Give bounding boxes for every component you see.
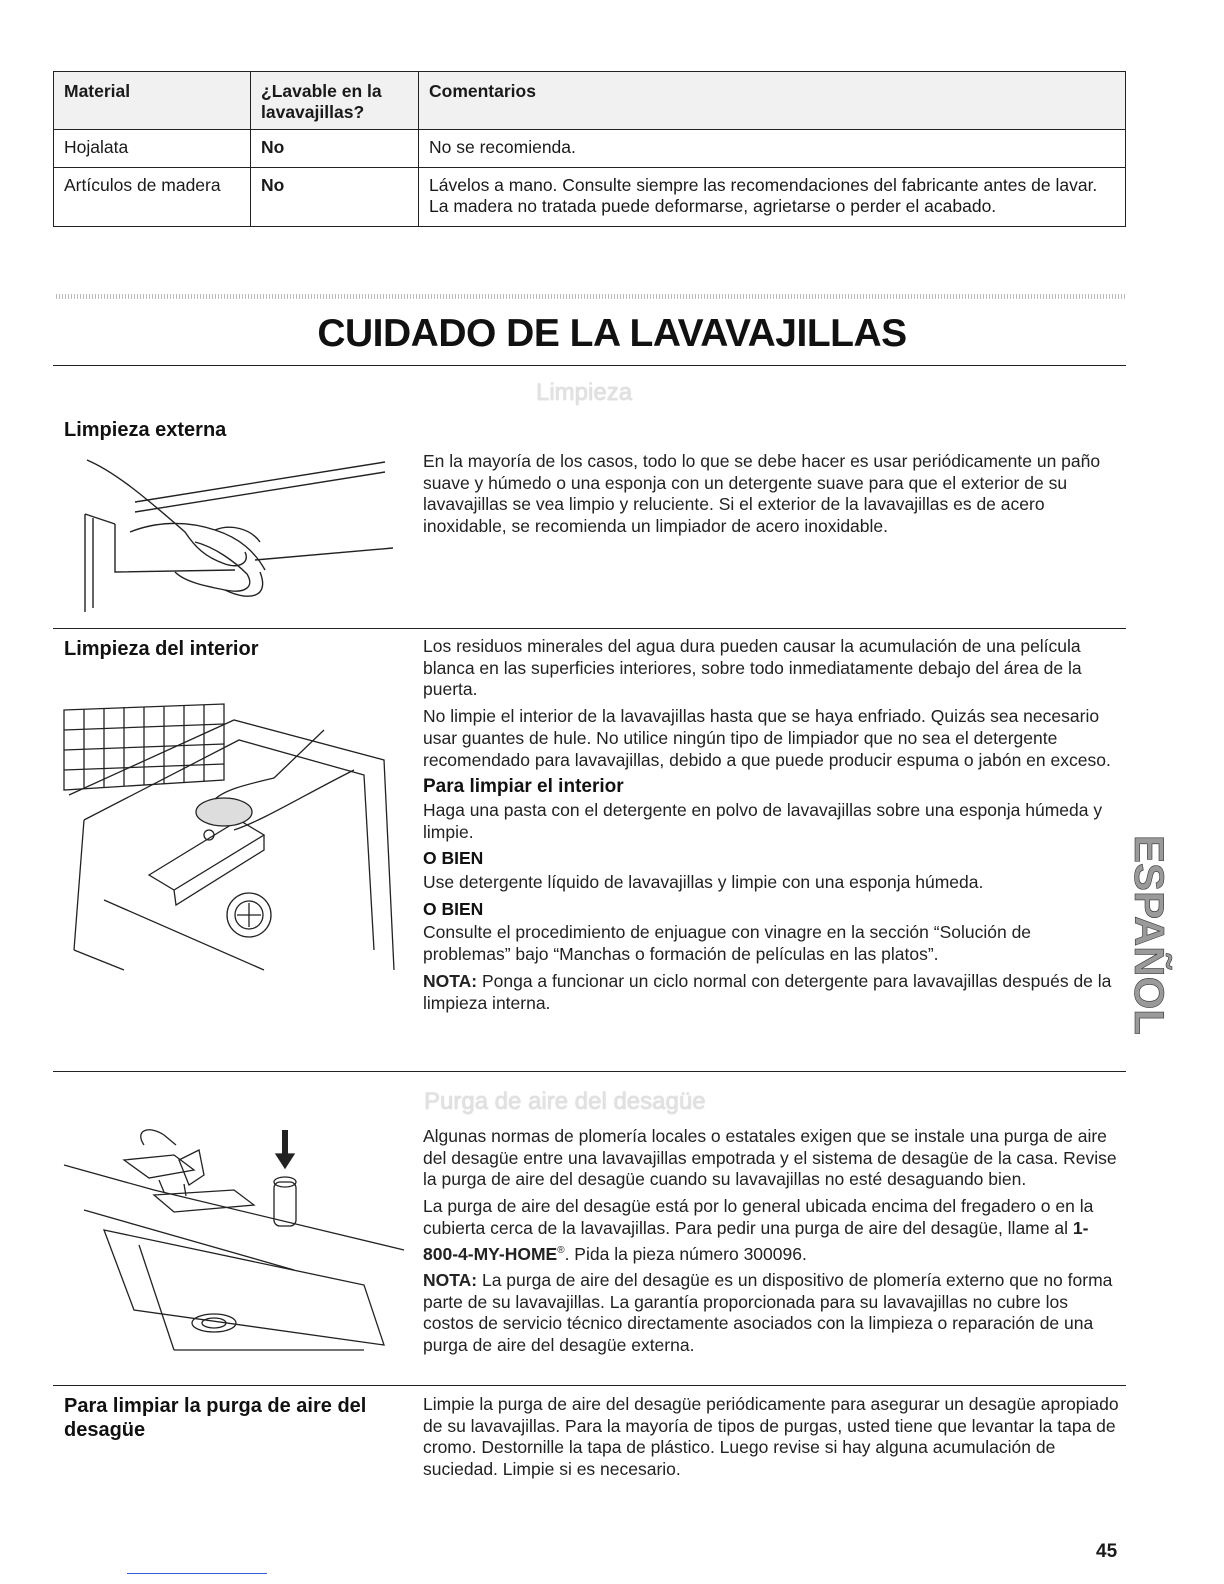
note-label: NOTA: — [423, 1270, 478, 1291]
divider — [53, 628, 1126, 629]
cell-material: Hojalata — [54, 130, 251, 168]
cell-washable: No — [251, 130, 419, 168]
section-heading-cleaning: Limpieza — [536, 379, 633, 406]
air-gap-cleaning-label: Para limpiar la purga de aire del desagüe — [64, 1395, 367, 1441]
external-cleaning-paragraph: En la mayoría de los casos, todo lo que se debe hacer es usar periódicamente un paño suave y húmedo o una esponja con un detergente suave para que el exterior de su lavavajillas se vea limpio y reluciente. Si el exterior de la lavavajillas es de acero inoxidable, se recomienda un limpiador de acero inoxidable. — [423, 451, 1101, 537]
table-header-row — [54, 72, 1126, 130]
interior-paragraph: Haga una pasta con el detergente en polvo de lavavajillas sobre una esponja húmeda y limpie. — [423, 799, 1103, 842]
table-row — [54, 168, 1126, 227]
interior-paragraph: Consulte el procedimiento de enjuague con vinagre en la sección “Solución de problemas” bajo “Manchas o formación de películas en las platos”. — [423, 922, 1032, 965]
wiping-exterior-illustration — [75, 452, 405, 612]
divider — [53, 1071, 1126, 1072]
external-cleaning-label: Limpieza externa — [64, 419, 227, 441]
or-label: O BIEN — [423, 848, 484, 869]
page-title: CUIDADO DE LA LAVAVAJILLAS — [317, 312, 907, 355]
interior-cleaning-text — [423, 636, 1123, 1019]
registered-mark: ® — [557, 1244, 565, 1256]
language-tab-text: ESPAÑOL — [1125, 835, 1173, 1035]
air-gap-text-part: La purga de aire del desagüe está por lo general ubicada encima del fregadero o en la cubierta cerca de la lavavajillas. Para pedir una purga de aire del desagüe, llame al — [423, 1196, 1094, 1238]
footer-line — [127, 1573, 267, 1574]
header-material: Material — [54, 72, 251, 130]
interior-cleaning-illustration — [64, 700, 404, 975]
interior-note — [423, 971, 1123, 1014]
header-washable: ¿Lavable en la lavavajillas? — [251, 72, 419, 130]
note-text: La purga de aire del desagüe es un dispositivo de plomería externo que no forma parte de su lavavajillas. La garantía proporcionada para su lavavajillas no cubre los costos de servicio técnico directamente asociados con la limpieza o reparación de una purga de aire del desagüe externa. — [423, 1270, 1113, 1356]
cell-comment: Lávelos a mano. Consulte siempre las recomendaciones del fabricante antes de lavar. La madera no tratada puede deformarse, agrietarse o perder el acabado. — [419, 168, 1126, 227]
air-gap-note — [423, 1270, 1123, 1357]
section-divider — [56, 294, 1126, 299]
note-label: NOTA: — [423, 970, 478, 991]
table-row — [54, 130, 1126, 168]
air-gap-text — [423, 1126, 1123, 1362]
interior-paragraph: No limpie el interior de la lavavajillas hasta que se haya enfriado. Quizás sea necesario usar guantes de hule. No utilice ningún tipo de limpiador que no sea el detergente recomendado para lavavajillas, debido a que puede producir espuma o jabón en exceso. — [423, 706, 1111, 770]
cell-comment: No se recomienda. — [419, 130, 1126, 168]
page-number: 45 — [1096, 1541, 1118, 1562]
cell-material: Artículos de madera — [54, 168, 251, 227]
interior-paragraph: Use detergente líquido de lavavajillas y limpie con una esponja húmeda. — [423, 872, 984, 893]
language-tab — [1125, 800, 1173, 1070]
or-label: O BIEN — [423, 898, 484, 919]
air-gap-paragraph — [423, 1196, 1123, 1265]
cell-washable: No — [251, 168, 419, 227]
section-heading-air-gap: Purga de aire del desagüe — [424, 1088, 706, 1115]
phone-number: 1-800-4-MY-HOME — [423, 1217, 1089, 1264]
air-gap-paragraph: Algunas normas de plomería locales o estatales exigen que se instale una purga de aire del desagüe entre una lavavajillas empotrada y el sistema de desagüe de la casa. Revise la purga de aire del desagüe cuando su lavavajillas no esté desaguando bien. — [423, 1126, 1117, 1190]
interior-subheading: Para limpiar el interior — [423, 776, 624, 798]
materials-table — [53, 71, 1126, 227]
air-gap-cleaning-paragraph: Limpie la purga de aire del desagüe periódicamente para asegurar un desagüe apropiado de su lavavajillas. Para la mayoría de tipos de purgas, usted tiene que levantar la tapa de cromo. Destornille la tapa de plástico. Luego revise si hay alguna acumulación de suciedad. Limpie si es necesario. — [423, 1394, 1119, 1480]
external-cleaning-text — [423, 451, 1123, 543]
air-gap-sink-illustration — [64, 1120, 404, 1365]
interior-paragraph: Los residuos minerales del agua dura pueden causar la acumulación de una película blanca en las superficies interiores, sobre todo inmediatamente debajo del área de la puerta. — [423, 636, 1082, 700]
air-gap-text-part: . Pida la pieza número 300096. — [564, 1243, 807, 1264]
divider — [53, 365, 1126, 366]
header-comments: Comentarios — [419, 72, 1126, 130]
interior-cleaning-label: Limpieza del interior — [64, 638, 259, 660]
divider — [53, 1385, 1126, 1386]
air-gap-cleaning-text — [423, 1394, 1123, 1486]
note-text: Ponga a funcionar un ciclo normal con detergente para lavavajillas después de la limpieza interna. — [423, 970, 1112, 1013]
